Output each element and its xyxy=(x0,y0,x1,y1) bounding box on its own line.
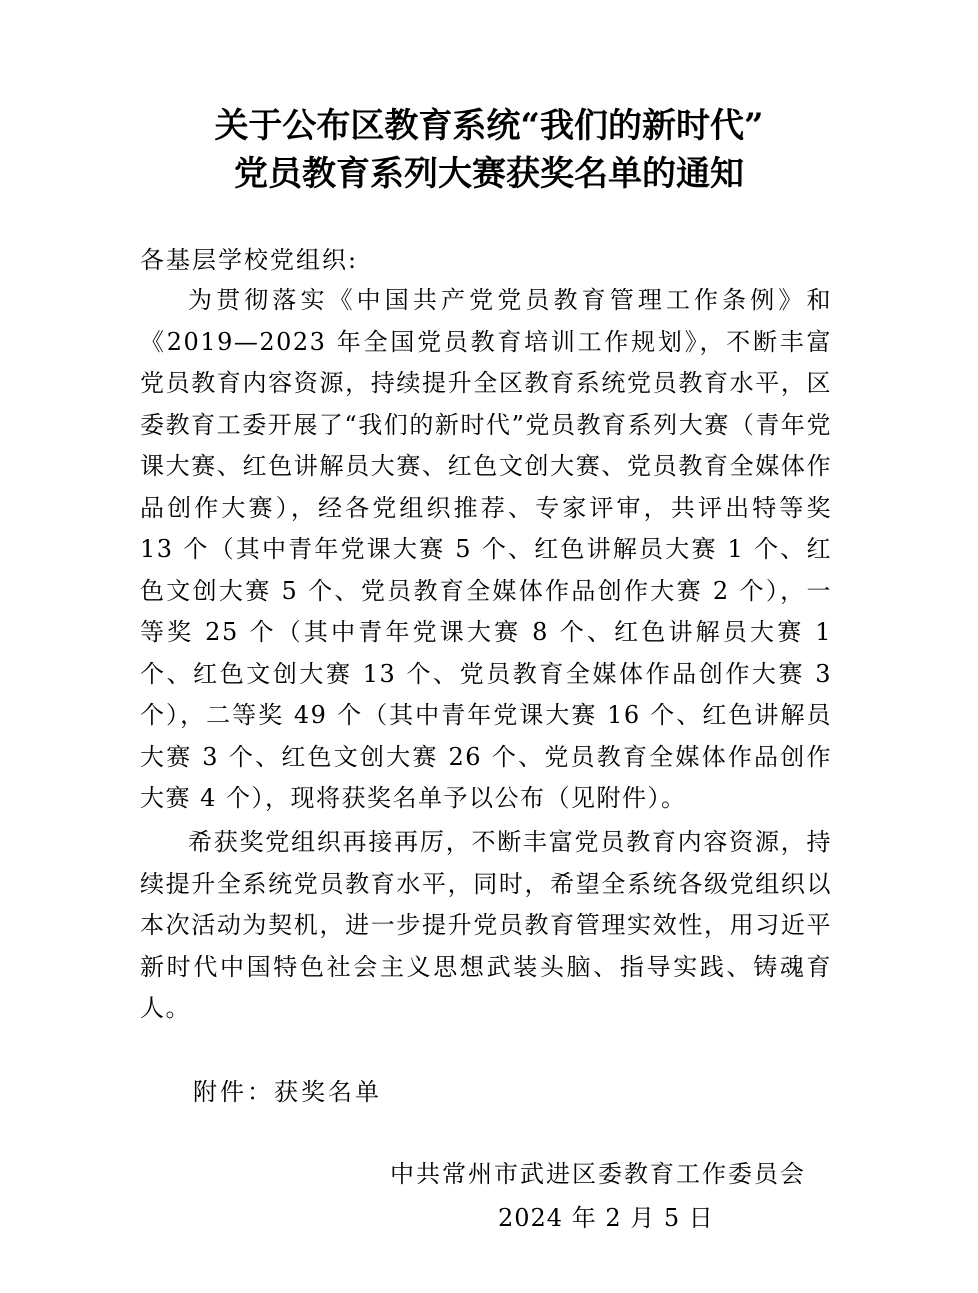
salutation: 各基层学校党组织: xyxy=(140,246,359,274)
issue-date: 2024 年 2 月 5 日 xyxy=(498,1204,714,1232)
body-paragraph-1: 为贯彻落实《中国共产党党员教育管理工作条例》和《2019—2023 年全国党员教育培训工作规划》，不断丰富党员教育内容资源，持续提升全区教育系统党员教育水平，区委教育工委开展了“我们的新时代”党员教育系列大赛（青年党课大赛、红色讲解员大赛、红色文创大赛、党员教育全媒体作品创作大赛），经各党组织推荐、专家评审，共评出特等奖 13 个（其中青年党课大赛 5 个、红色讲解员大赛 1 个、红色文创大赛 5 个、党员教育全媒体作品创作大赛 2 个），一等奖 25 个（其中青年党课大赛 8 个、红色讲解员大赛 1 个、红色文创大赛 13 个、党员教育全媒体作品创作大赛 3 个），二等奖 49 个（其中青年党课大赛 16 个、红色讲解员大赛 3 个、红色文创大赛 26 个、党员教育全媒体作品创作大赛 4 个），现将获奖名单予以公布（见附件）。 xyxy=(140,286,832,812)
document-title-line-1: 关于公布区教育系统“我们的新时代” xyxy=(214,106,764,146)
issuing-organization: 中共常州市武进区委教育工作委员会 xyxy=(390,1160,806,1188)
document-title-line-2: 党员教育系列大赛获奖名单的通知 xyxy=(234,154,744,194)
attachment-line: 附件：获奖名单 xyxy=(193,1078,382,1106)
body-paragraph-2: 希获奖党组织再接再厉，不断丰富党员教育内容资源，持续提升全系统党员教育水平，同时，希望全系统各级党组织以本次活动为契机，进一步提升党员教育管理实效性，用习近平新时代中国特色社会主义思想武装头脑、指导实践、铸魂育人。 xyxy=(140,828,832,1022)
